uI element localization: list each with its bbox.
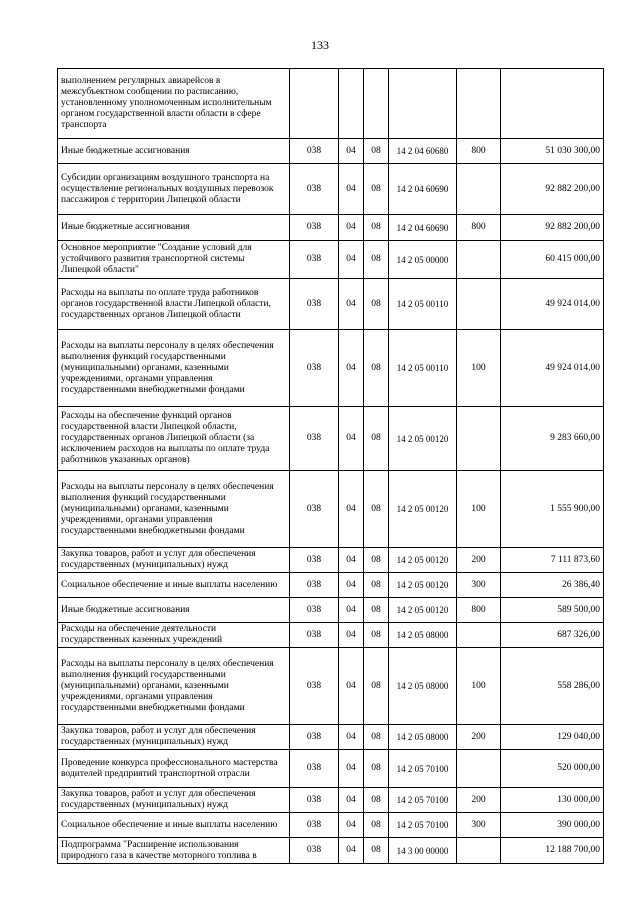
row-section: 04 (339, 598, 364, 623)
row-expense-type: 300 (457, 573, 501, 598)
row-section: 04 (339, 215, 364, 241)
row-amount: 26 386,40 (501, 573, 604, 598)
row-expense-type: 100 (457, 648, 501, 725)
row-section: 04 (339, 164, 364, 215)
row-section: 04 (339, 573, 364, 598)
row-subsection: 08 (364, 648, 389, 725)
row-name: Проведение конкурса профессионального мастерства водителей предприятий транспортной отрасли (58, 750, 290, 788)
row-expense-type: 200 (457, 548, 501, 573)
row-expense-type (457, 623, 501, 648)
row-target-article: 14 3 00 00000 (389, 838, 457, 864)
table-row (58, 598, 604, 623)
row-name: Расходы на обеспечение функций органов государственной власти Липецкой области, государственных органов Липецкой области (за исключением расходов на выплаты по оплате труда работников указанных органов) (58, 407, 290, 471)
table-row (58, 139, 604, 164)
row-target-article: 14 2 05 70100 (389, 750, 457, 788)
row-subsection: 08 (364, 725, 389, 750)
table-row (58, 164, 604, 215)
row-section: 04 (339, 813, 364, 838)
table-row (58, 330, 604, 407)
row-target-article: 14 2 05 08000 (389, 623, 457, 648)
row-subsection: 08 (364, 330, 389, 407)
row-target-article: 14 2 04 60690 (389, 215, 457, 241)
row-amount: 520 000,00 (501, 750, 604, 788)
row-section (339, 69, 364, 139)
row-amount: 9 283 660,00 (501, 407, 604, 471)
row-expense-type: 800 (457, 598, 501, 623)
row-code: 038 (290, 648, 339, 725)
row-section: 04 (339, 471, 364, 548)
row-name: Закупка товаров, работ и услуг для обеспечения государственных (муниципальных) нужд (58, 788, 290, 813)
row-subsection: 08 (364, 215, 389, 241)
row-section: 04 (339, 279, 364, 330)
row-section: 04 (339, 788, 364, 813)
row-code: 038 (290, 279, 339, 330)
row-code: 038 (290, 598, 339, 623)
row-amount: 7 111 873,60 (501, 548, 604, 573)
row-target-article: 14 2 05 00120 (389, 548, 457, 573)
row-name: Субсидии организациям воздушного транспорта на осуществление региональных воздушных перевозок пассажиров с территории Липецкой области (58, 164, 290, 215)
row-amount: 129 040,00 (501, 725, 604, 750)
table-row (58, 725, 604, 750)
row-amount: 687 326,00 (501, 623, 604, 648)
row-amount: 51 030 300,00 (501, 139, 604, 164)
row-amount (501, 69, 604, 139)
page-number: 133 (311, 38, 329, 52)
row-expense-type: 100 (457, 471, 501, 548)
row-code: 038 (290, 623, 339, 648)
row-code: 038 (290, 407, 339, 471)
row-target-article: 14 2 04 60680 (389, 139, 457, 164)
row-code: 038 (290, 725, 339, 750)
row-expense-type (457, 279, 501, 330)
row-target-article (389, 69, 457, 139)
row-amount: 1 555 900,00 (501, 471, 604, 548)
row-code: 038 (290, 838, 339, 864)
row-subsection: 08 (364, 838, 389, 864)
table-body (58, 69, 604, 864)
row-expense-type: 200 (457, 788, 501, 813)
row-amount: 92 882 200,00 (501, 164, 604, 215)
row-amount: 49 924 014,00 (501, 330, 604, 407)
row-name: выполнением регулярных авиарейсов в межсубъектном сообщении по расписанию, установленному уполномоченным исполнительным органом государственной власти области в сфере транспорта (58, 69, 290, 139)
row-expense-type: 300 (457, 813, 501, 838)
row-code: 038 (290, 215, 339, 241)
row-subsection: 08 (364, 788, 389, 813)
row-subsection (364, 69, 389, 139)
row-name: Расходы на выплаты по оплате труда работников органов государственной власти Липецкой области, государственных органов Липецкой области (58, 279, 290, 330)
row-name: Социальное обеспечение и иные выплаты населению (58, 573, 290, 598)
row-subsection: 08 (364, 548, 389, 573)
row-section: 04 (339, 241, 364, 279)
row-name: Иные бюджетные ассигнования (58, 215, 290, 241)
row-code (290, 69, 339, 139)
row-expense-type: 800 (457, 215, 501, 241)
table-row (58, 548, 604, 573)
row-code: 038 (290, 750, 339, 788)
row-amount: 390 000,00 (501, 813, 604, 838)
row-section: 04 (339, 407, 364, 471)
row-subsection: 08 (364, 241, 389, 279)
row-code: 038 (290, 241, 339, 279)
row-expense-type: 100 (457, 330, 501, 407)
row-section: 04 (339, 838, 364, 864)
row-target-article: 14 2 05 00110 (389, 330, 457, 407)
row-target-article: 14 2 05 00000 (389, 241, 457, 279)
table-row (58, 813, 604, 838)
row-section: 04 (339, 750, 364, 788)
row-name: Расходы на выплаты персоналу в целях обеспечения выполнения функций государственными (муниципальными) органами, казенными учреждениями, органами управления государственными внебюджетными фондами (58, 648, 290, 725)
table-row (58, 279, 604, 330)
row-code: 038 (290, 788, 339, 813)
table-row (58, 69, 604, 139)
row-expense-type (457, 750, 501, 788)
table-row (58, 573, 604, 598)
row-amount: 49 924 014,00 (501, 279, 604, 330)
row-name: Иные бюджетные ассигнования (58, 598, 290, 623)
row-subsection: 08 (364, 471, 389, 548)
table-row (58, 750, 604, 788)
row-target-article: 14 2 05 00120 (389, 573, 457, 598)
row-target-article: 14 2 04 60690 (389, 164, 457, 215)
row-expense-type: 800 (457, 139, 501, 164)
row-expense-type (457, 838, 501, 864)
row-target-article: 14 2 05 00120 (389, 471, 457, 548)
row-subsection: 08 (364, 813, 389, 838)
row-amount: 60 415 000,00 (501, 241, 604, 279)
row-code: 038 (290, 330, 339, 407)
row-subsection: 08 (364, 573, 389, 598)
row-amount: 92 882 200,00 (501, 215, 604, 241)
row-target-article: 14 2 05 70100 (389, 788, 457, 813)
row-subsection: 08 (364, 623, 389, 648)
row-name: Основное мероприятие "Создание условий для устойчивого развития транспортной системы Липецкой области" (58, 241, 290, 279)
row-subsection: 08 (364, 598, 389, 623)
row-target-article: 14 2 05 70100 (389, 813, 457, 838)
row-target-article: 14 2 05 00120 (389, 598, 457, 623)
row-expense-type (457, 241, 501, 279)
row-subsection: 08 (364, 750, 389, 788)
row-section: 04 (339, 139, 364, 164)
row-amount: 558 286,00 (501, 648, 604, 725)
row-name: Расходы на выплаты персоналу в целях обеспечения выполнения функций государственными (муниципальными) органами, казенными учреждениями, органами управления государственными внебюджетными фондами (58, 330, 290, 407)
table-row (58, 623, 604, 648)
row-code: 038 (290, 548, 339, 573)
row-subsection: 08 (364, 164, 389, 215)
row-subsection: 08 (364, 139, 389, 164)
row-code: 038 (290, 573, 339, 598)
row-code: 038 (290, 471, 339, 548)
row-name: Подпрограмма "Расширение использования природного газа в качестве моторного топлива в (58, 838, 290, 864)
row-amount: 12 188 700,00 (501, 838, 604, 864)
row-name: Расходы на выплаты персоналу в целях обеспечения выполнения функций государственными (муниципальными) органами, казенными учреждениями, органами управления государственными внебюджетными фондами (58, 471, 290, 548)
row-section: 04 (339, 725, 364, 750)
row-name: Закупка товаров, работ и услуг для обеспечения государственных (муниципальных) нужд (58, 725, 290, 750)
row-target-article: 14 2 05 00110 (389, 279, 457, 330)
row-target-article: 14 2 05 08000 (389, 648, 457, 725)
row-code: 038 (290, 139, 339, 164)
table-row (58, 471, 604, 548)
row-section: 04 (339, 623, 364, 648)
row-target-article: 14 2 05 00120 (389, 407, 457, 471)
table-row (58, 648, 604, 725)
row-section: 04 (339, 330, 364, 407)
row-subsection: 08 (364, 407, 389, 471)
row-section: 04 (339, 648, 364, 725)
row-section: 04 (339, 548, 364, 573)
row-code: 038 (290, 164, 339, 215)
row-expense-type: 200 (457, 725, 501, 750)
table-row (58, 241, 604, 279)
row-name: Иные бюджетные ассигнования (58, 139, 290, 164)
table-row (58, 407, 604, 471)
row-name: Расходы на обеспечение деятельности государственных казенных учреждений (58, 623, 290, 648)
row-name: Закупка товаров, работ и услуг для обеспечения государственных (муниципальных) нужд (58, 548, 290, 573)
row-expense-type (457, 407, 501, 471)
row-code: 038 (290, 813, 339, 838)
row-target-article: 14 2 05 08000 (389, 725, 457, 750)
table-row (58, 215, 604, 241)
budget-table (57, 68, 604, 864)
table-row (58, 788, 604, 813)
row-subsection: 08 (364, 279, 389, 330)
table-row (58, 838, 604, 864)
row-amount: 589 500,00 (501, 598, 604, 623)
row-name: Социальное обеспечение и иные выплаты населению (58, 813, 290, 838)
row-expense-type (457, 164, 501, 215)
row-expense-type (457, 69, 501, 139)
row-amount: 130 000,00 (501, 788, 604, 813)
